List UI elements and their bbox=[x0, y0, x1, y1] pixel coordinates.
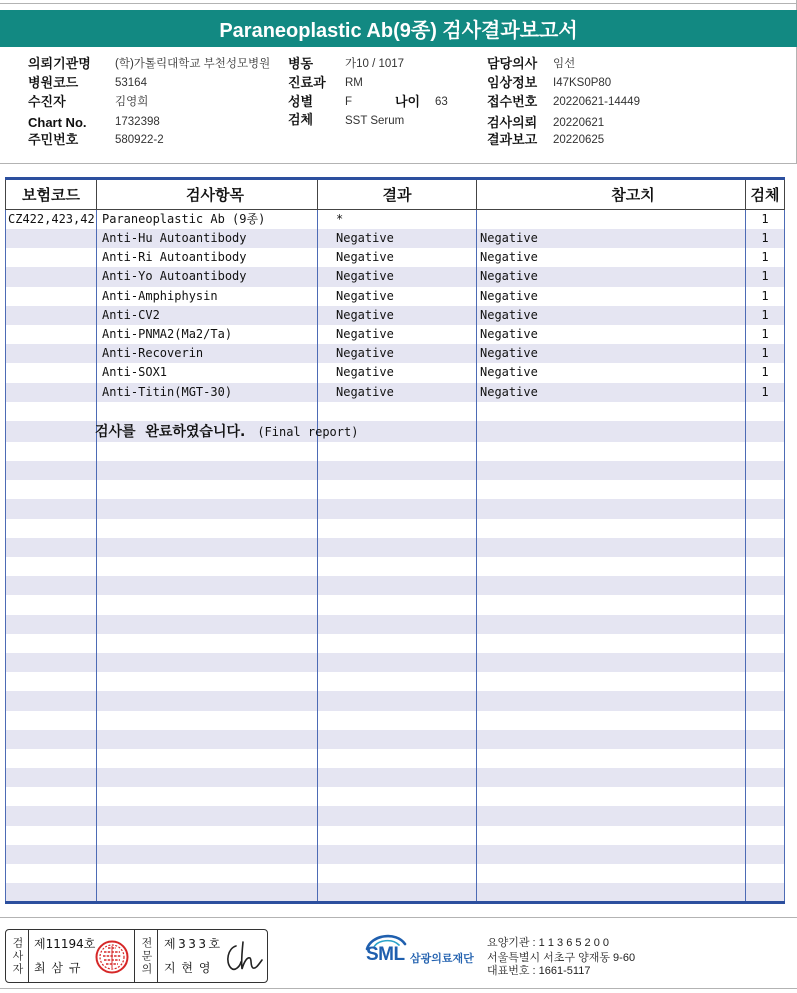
patient-label: 수진자 bbox=[28, 94, 66, 109]
top-rule bbox=[0, 3, 797, 4]
empty-row bbox=[6, 749, 785, 768]
request-date-label: 검사의뢰 bbox=[487, 115, 538, 130]
empty-cell bbox=[6, 826, 97, 845]
empty-row bbox=[6, 595, 785, 614]
cell-specimen: 1 bbox=[746, 325, 785, 344]
empty-cell bbox=[6, 576, 97, 595]
empty-row bbox=[6, 461, 785, 480]
resident-no-value: 580922-2 bbox=[115, 134, 164, 146]
cell-item: Anti-Amphiphysin bbox=[97, 287, 318, 306]
empty-cell bbox=[477, 615, 746, 634]
empty-row bbox=[6, 442, 785, 461]
empty-cell bbox=[477, 634, 746, 653]
empty-cell bbox=[318, 787, 477, 806]
empty-cell bbox=[318, 461, 477, 480]
empty-cell bbox=[318, 672, 477, 691]
cell-reference: Negative bbox=[477, 229, 746, 248]
cell-result: Negative bbox=[318, 363, 477, 382]
cell-code bbox=[6, 306, 97, 325]
empty-cell bbox=[97, 634, 318, 653]
empty-cell bbox=[746, 480, 785, 499]
empty-row bbox=[6, 883, 785, 902]
empty-row bbox=[6, 672, 785, 691]
tester-role: 검사자 bbox=[11, 936, 24, 976]
institution-label: 의뢰기관명 bbox=[28, 56, 91, 71]
institution-number: 요양기관 : 1 1 3 6 5 2 0 0 bbox=[487, 937, 610, 949]
empty-cell bbox=[6, 595, 97, 614]
empty-cell bbox=[6, 519, 97, 538]
empty-cell bbox=[746, 653, 785, 672]
empty-cell bbox=[746, 864, 785, 883]
cell-specimen: 1 bbox=[746, 287, 785, 306]
empty-cell bbox=[477, 499, 746, 518]
empty-cell bbox=[318, 557, 477, 576]
sex-label: 성별 bbox=[288, 94, 314, 109]
institution-value: (학)가톨릭대학교 부천성모병원 bbox=[115, 58, 271, 70]
cell-item: Anti-Recoverin bbox=[97, 344, 318, 363]
empty-cell bbox=[6, 402, 97, 421]
cell-specimen: 1 bbox=[746, 306, 785, 325]
empty-row bbox=[6, 519, 785, 538]
empty-cell bbox=[6, 538, 97, 557]
empty-row bbox=[6, 402, 785, 421]
specimen-value: SST Serum bbox=[345, 115, 405, 127]
hospital-code-label: 병원코드 bbox=[28, 75, 79, 90]
lab-name: 삼광의료재단 bbox=[410, 952, 474, 965]
header-reference-range: 참고치 bbox=[477, 179, 746, 210]
cell-item: Anti-Ri Autoantibody bbox=[97, 248, 318, 267]
empty-cell bbox=[6, 768, 97, 787]
empty-cell bbox=[477, 768, 746, 787]
empty-cell bbox=[318, 826, 477, 845]
empty-cell bbox=[477, 576, 746, 595]
empty-cell bbox=[477, 883, 746, 902]
empty-cell bbox=[477, 402, 746, 421]
empty-cell bbox=[6, 730, 97, 749]
empty-cell bbox=[6, 672, 97, 691]
empty-cell bbox=[318, 634, 477, 653]
empty-cell bbox=[6, 787, 97, 806]
empty-cell bbox=[318, 768, 477, 787]
header-test-item: 검사항목 bbox=[97, 179, 318, 210]
result-row bbox=[6, 210, 785, 230]
empty-row bbox=[6, 806, 785, 825]
age-label: 나이 bbox=[395, 94, 421, 109]
physician-value: 임선 bbox=[553, 58, 576, 70]
empty-cell bbox=[6, 749, 97, 768]
empty-cell bbox=[97, 749, 318, 768]
department-value: RM bbox=[345, 77, 363, 89]
specimen-label: 검체 bbox=[288, 112, 314, 127]
empty-cell bbox=[477, 711, 746, 730]
empty-cell bbox=[746, 806, 785, 825]
empty-cell bbox=[746, 557, 785, 576]
cell-item: Anti-Hu Autoantibody bbox=[97, 229, 318, 248]
final-report-label: (Final report) bbox=[257, 424, 359, 439]
empty-cell bbox=[318, 595, 477, 614]
cell-reference: Negative bbox=[477, 248, 746, 267]
empty-cell bbox=[6, 634, 97, 653]
empty-cell bbox=[6, 615, 97, 634]
cell-item: Anti-Yo Autoantibody bbox=[97, 267, 318, 286]
empty-cell bbox=[746, 730, 785, 749]
empty-cell bbox=[477, 806, 746, 825]
empty-row bbox=[6, 730, 785, 749]
cell-specimen: 1 bbox=[746, 248, 785, 267]
cell-reference bbox=[477, 210, 746, 230]
empty-cell bbox=[6, 499, 97, 518]
accession-no-label: 접수번호 bbox=[487, 94, 538, 109]
empty-cell bbox=[6, 557, 97, 576]
empty-cell bbox=[97, 845, 318, 864]
empty-cell bbox=[97, 595, 318, 614]
tester-license: 제11194호 bbox=[34, 937, 96, 951]
empty-cell bbox=[97, 826, 318, 845]
empty-cell bbox=[477, 787, 746, 806]
empty-cell bbox=[97, 519, 318, 538]
empty-cell bbox=[97, 615, 318, 634]
empty-row bbox=[6, 787, 785, 806]
specialist-license: 제333호 bbox=[164, 937, 223, 951]
empty-row bbox=[6, 499, 785, 518]
cell-item: Anti-CV2 bbox=[97, 306, 318, 325]
hospital-code-value: 53164 bbox=[115, 77, 147, 89]
chart-no-label: Chart No. bbox=[28, 115, 87, 130]
empty-cell bbox=[318, 845, 477, 864]
empty-cell bbox=[97, 461, 318, 480]
result-row bbox=[6, 383, 785, 402]
empty-row bbox=[6, 845, 785, 864]
empty-cell bbox=[746, 538, 785, 557]
accession-no-value: 20220621-14449 bbox=[553, 96, 640, 108]
specialist-role-cell bbox=[135, 930, 157, 982]
empty-cell bbox=[746, 768, 785, 787]
ward-value: 가10 / 1017 bbox=[345, 58, 405, 70]
cell-specimen: 1 bbox=[746, 210, 785, 230]
cell-result: Negative bbox=[318, 248, 477, 267]
empty-cell bbox=[746, 826, 785, 845]
empty-cell bbox=[477, 826, 746, 845]
empty-cell bbox=[97, 806, 318, 825]
empty-cell bbox=[318, 730, 477, 749]
empty-cell bbox=[318, 711, 477, 730]
empty-cell bbox=[318, 538, 477, 557]
result-row bbox=[6, 344, 785, 363]
empty-cell bbox=[477, 845, 746, 864]
empty-cell bbox=[6, 442, 97, 461]
header-insurance-code: 보험코드 bbox=[6, 179, 97, 210]
footer-top-rule bbox=[0, 917, 797, 918]
empty-cell bbox=[477, 461, 746, 480]
header-specimen: 검체 bbox=[746, 179, 785, 210]
request-date-value: 20220621 bbox=[553, 117, 605, 129]
info-divider bbox=[0, 163, 797, 164]
cell-reference: Negative bbox=[477, 267, 746, 286]
empty-cell bbox=[6, 883, 97, 902]
empty-cell bbox=[97, 538, 318, 557]
lab-address: 서울특별시 서초구 양재동 9-60 bbox=[487, 952, 636, 964]
empty-cell bbox=[746, 672, 785, 691]
empty-cell bbox=[477, 421, 746, 442]
empty-cell bbox=[477, 864, 746, 883]
empty-cell bbox=[318, 691, 477, 710]
empty-cell bbox=[477, 595, 746, 614]
empty-cell bbox=[318, 749, 477, 768]
cell-specimen: 1 bbox=[746, 344, 785, 363]
empty-cell bbox=[6, 653, 97, 672]
empty-cell bbox=[746, 883, 785, 902]
empty-cell bbox=[6, 461, 97, 480]
empty-row bbox=[6, 557, 785, 576]
empty-row bbox=[6, 576, 785, 595]
empty-cell bbox=[477, 519, 746, 538]
resident-no-label: 주민번호 bbox=[28, 132, 79, 147]
completion-note-cell bbox=[95, 421, 359, 442]
cell-result: Negative bbox=[318, 229, 477, 248]
cell-reference: Negative bbox=[477, 325, 746, 344]
result-row bbox=[6, 248, 785, 267]
empty-cell bbox=[318, 653, 477, 672]
lab-phone: 대표번호 : 1661-5117 bbox=[487, 965, 591, 977]
cell-result: Negative bbox=[318, 306, 477, 325]
cell-item: Anti-SOX1 bbox=[97, 363, 318, 382]
empty-row bbox=[6, 634, 785, 653]
result-row bbox=[6, 325, 785, 344]
cell-specimen: 1 bbox=[746, 267, 785, 286]
empty-cell bbox=[97, 576, 318, 595]
empty-cell bbox=[6, 421, 97, 442]
empty-cell bbox=[477, 653, 746, 672]
empty-cell bbox=[746, 787, 785, 806]
age-value: 63 bbox=[435, 96, 448, 108]
empty-cell bbox=[97, 787, 318, 806]
physician-label: 담당의사 bbox=[487, 56, 538, 71]
empty-cell bbox=[318, 615, 477, 634]
empty-row bbox=[6, 826, 785, 845]
cell-result: Negative bbox=[318, 287, 477, 306]
cell-item: Paraneoplastic Ab (9종) bbox=[97, 210, 318, 230]
report-date-label: 결과보고 bbox=[487, 132, 538, 147]
empty-cell bbox=[318, 576, 477, 595]
empty-cell bbox=[97, 557, 318, 576]
cell-result: Negative bbox=[318, 344, 477, 363]
empty-row bbox=[6, 538, 785, 557]
empty-cell bbox=[6, 691, 97, 710]
empty-cell bbox=[97, 883, 318, 902]
empty-cell bbox=[97, 402, 318, 421]
cell-specimen: 1 bbox=[746, 363, 785, 382]
empty-cell bbox=[6, 864, 97, 883]
empty-cell bbox=[318, 480, 477, 499]
chart-no-value: 1732398 bbox=[115, 116, 160, 128]
result-row bbox=[6, 363, 785, 382]
empty-cell bbox=[477, 691, 746, 710]
empty-cell bbox=[746, 711, 785, 730]
empty-cell bbox=[6, 480, 97, 499]
result-row bbox=[6, 306, 785, 325]
empty-cell bbox=[97, 442, 318, 461]
cell-code bbox=[6, 363, 97, 382]
cell-reference: Negative bbox=[477, 306, 746, 325]
cell-result: Negative bbox=[318, 383, 477, 402]
empty-row bbox=[6, 653, 785, 672]
empty-cell bbox=[746, 634, 785, 653]
empty-row bbox=[6, 864, 785, 883]
empty-cell bbox=[746, 402, 785, 421]
table-header-row bbox=[6, 179, 785, 210]
empty-cell bbox=[746, 499, 785, 518]
empty-cell bbox=[97, 691, 318, 710]
empty-cell bbox=[97, 730, 318, 749]
results-body bbox=[6, 210, 785, 903]
report-date-value: 20220625 bbox=[553, 134, 605, 146]
empty-cell bbox=[746, 442, 785, 461]
empty-row bbox=[6, 615, 785, 634]
empty-cell bbox=[477, 442, 746, 461]
footer-bottom-rule bbox=[0, 988, 797, 989]
cell-result: Negative bbox=[318, 267, 477, 286]
specialist-name: 지 현 영 bbox=[164, 961, 212, 975]
cell-reference: Negative bbox=[477, 363, 746, 382]
empty-cell bbox=[318, 499, 477, 518]
results-table bbox=[5, 177, 785, 904]
empty-cell bbox=[97, 499, 318, 518]
signature-divider bbox=[157, 930, 158, 982]
ward-label: 병동 bbox=[288, 56, 314, 71]
result-row bbox=[6, 229, 785, 248]
empty-cell bbox=[477, 749, 746, 768]
empty-cell bbox=[746, 691, 785, 710]
empty-cell bbox=[746, 595, 785, 614]
cell-code bbox=[6, 248, 97, 267]
cell-code: CZ422,423,42 bbox=[6, 210, 97, 230]
cell-code bbox=[6, 229, 97, 248]
empty-cell bbox=[97, 711, 318, 730]
tester-role-cell bbox=[6, 930, 28, 982]
clinical-info-value: I47KS0P80 bbox=[553, 77, 612, 89]
empty-cell bbox=[746, 461, 785, 480]
result-row bbox=[6, 267, 785, 286]
empty-cell bbox=[97, 480, 318, 499]
completion-note-row bbox=[6, 421, 785, 442]
sex-value: F bbox=[345, 96, 353, 108]
clinical-info-label: 임상정보 bbox=[487, 75, 538, 90]
tester-name: 최 삼 규 bbox=[34, 961, 82, 975]
department-label: 진료과 bbox=[288, 75, 326, 90]
empty-cell bbox=[318, 864, 477, 883]
red-seal-icon bbox=[95, 940, 129, 974]
cell-code bbox=[6, 344, 97, 363]
sml-logo: SML bbox=[366, 944, 405, 965]
header-result: 결과 bbox=[318, 179, 477, 210]
empty-cell bbox=[477, 557, 746, 576]
empty-cell bbox=[746, 615, 785, 634]
cell-item: Anti-Titin(MGT-30) bbox=[97, 383, 318, 402]
empty-cell bbox=[318, 519, 477, 538]
cell-code bbox=[6, 383, 97, 402]
result-row bbox=[6, 287, 785, 306]
cell-result: * bbox=[318, 210, 477, 230]
empty-cell bbox=[746, 749, 785, 768]
cell-reference: Negative bbox=[477, 383, 746, 402]
empty-row bbox=[6, 711, 785, 730]
empty-cell bbox=[6, 845, 97, 864]
cell-specimen: 1 bbox=[746, 229, 785, 248]
empty-cell bbox=[318, 442, 477, 461]
signature-mark bbox=[222, 938, 264, 976]
empty-cell bbox=[746, 576, 785, 595]
empty-cell bbox=[6, 806, 97, 825]
cell-specimen: 1 bbox=[746, 383, 785, 402]
empty-cell bbox=[477, 538, 746, 557]
empty-row bbox=[6, 480, 785, 499]
cell-reference: Negative bbox=[477, 287, 746, 306]
empty-cell bbox=[318, 806, 477, 825]
specialist-role: 전문의 bbox=[140, 936, 153, 976]
empty-cell bbox=[318, 402, 477, 421]
patient-value: 김영희 bbox=[115, 96, 149, 108]
cell-code bbox=[6, 267, 97, 286]
empty-cell bbox=[97, 864, 318, 883]
empty-row bbox=[6, 691, 785, 710]
cell-code bbox=[6, 325, 97, 344]
empty-cell bbox=[6, 711, 97, 730]
empty-cell bbox=[97, 672, 318, 691]
completion-note-text: 검사를 완료하였습니다. bbox=[95, 423, 246, 440]
signature-box bbox=[5, 929, 268, 983]
empty-cell bbox=[477, 730, 746, 749]
report-title: Paraneoplastic Ab(9종) 검사결과보고서 bbox=[219, 20, 578, 42]
empty-cell bbox=[318, 883, 477, 902]
cell-reference: Negative bbox=[477, 344, 746, 363]
empty-cell bbox=[746, 421, 785, 442]
empty-cell bbox=[97, 653, 318, 672]
report-title-bar bbox=[0, 10, 797, 47]
cell-code bbox=[6, 287, 97, 306]
empty-cell bbox=[746, 519, 785, 538]
empty-cell bbox=[477, 672, 746, 691]
cell-result: Negative bbox=[318, 325, 477, 344]
cell-item: Anti-PNMA2(Ma2/Ta) bbox=[97, 325, 318, 344]
empty-cell bbox=[477, 480, 746, 499]
empty-cell bbox=[97, 768, 318, 787]
empty-row bbox=[6, 768, 785, 787]
empty-cell bbox=[746, 845, 785, 864]
signature-divider bbox=[28, 930, 29, 982]
